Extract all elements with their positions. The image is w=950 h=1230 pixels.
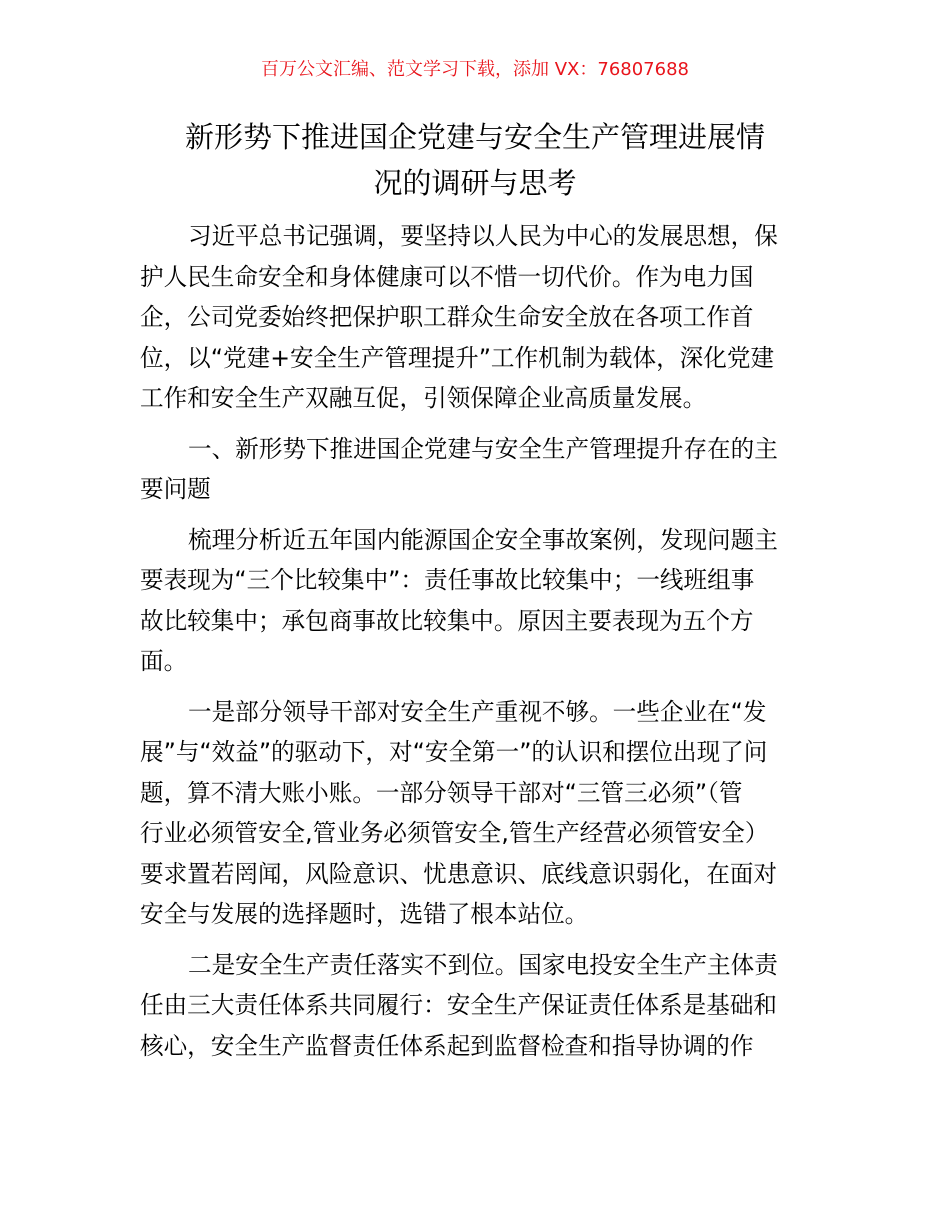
paragraph-line: 核心，安全生产监督责任体系起到监督检查和指导协调的作 — [140, 1031, 754, 1060]
paragraph-line: 护人民生命安全和身体健康可以不惜一切代价。作为电力国 — [140, 262, 754, 291]
paragraph-line: 面。 — [140, 647, 188, 675]
header-watermark-note: 百万公文汇编、范文学习下载，添加 VX：76807688 — [261, 59, 689, 80]
paragraph-line: 企，公司党委始终把保护职工群众生命安全放在各项工作首 — [140, 303, 754, 331]
document-title — [140, 114, 810, 206]
paragraph-line: 习近平总书记强调，要坚持以人民为中心的发展思想，保 — [188, 222, 778, 250]
paragraph-line: 要问题 — [140, 475, 211, 503]
title-line: 况的调研与思考 — [373, 166, 577, 200]
paragraph-line: 题，算不清大账小账。一部分领导干部对“三管三必须”（管 — [140, 778, 743, 807]
paragraph-point-two — [140, 945, 810, 1067]
paragraph-line: 梳理分析近五年国内能源国企安全事故案例，发现问题主 — [188, 525, 778, 554]
paragraph-line: 故比较集中；承包商事故比较集中。原因主要表现为五个方 — [140, 606, 754, 635]
paragraph-point-one — [140, 692, 810, 935]
paragraph-line: 要求置若罔闻，风险意识、忧患意识、底线意识弱化，在面对 — [140, 859, 778, 888]
document-body — [140, 216, 810, 1076]
paragraph-line: 要表现为“三个比较集中”：责任事故比较集中；一线班组事 — [140, 566, 755, 594]
paragraph-line: 任由三大责任体系共同履行：安全生产保证责任体系是基础和 — [140, 991, 778, 1019]
paragraph-line: 展”与“效益”的驱动下，对“安全第一”的认识和摆位出现了问 — [140, 738, 768, 766]
paragraph-intro — [140, 216, 810, 419]
paragraph-line: 一、新形势下推进国企党建与安全生产管理提升存在的主 — [188, 434, 778, 463]
paragraph-line: 安全与发展的选择题时，选错了根本站位。 — [140, 900, 589, 928]
paragraph-line: 工作和安全生产双融互促，引领保障企业高质量发展。 — [140, 384, 707, 412]
paragraph-line: 位，以“党建+安全生产管理提升”工作机制为载体，深化党建 — [140, 343, 775, 372]
paragraph-analysis — [140, 520, 810, 682]
section-heading-1 — [140, 429, 810, 510]
paragraph-line: 二是安全生产责任落实不到位。国家电投安全生产主体责 — [188, 950, 778, 979]
paragraph-line: 行业必须管安全,管业务必须管安全,管生产经营必须管安全） — [140, 819, 769, 847]
paragraph-line: 一是部分领导干部对安全生产重视不够。一些企业在“发 — [188, 697, 767, 726]
title-line: 新形势下推进国企党建与安全生产管理进展情 — [184, 120, 765, 154]
